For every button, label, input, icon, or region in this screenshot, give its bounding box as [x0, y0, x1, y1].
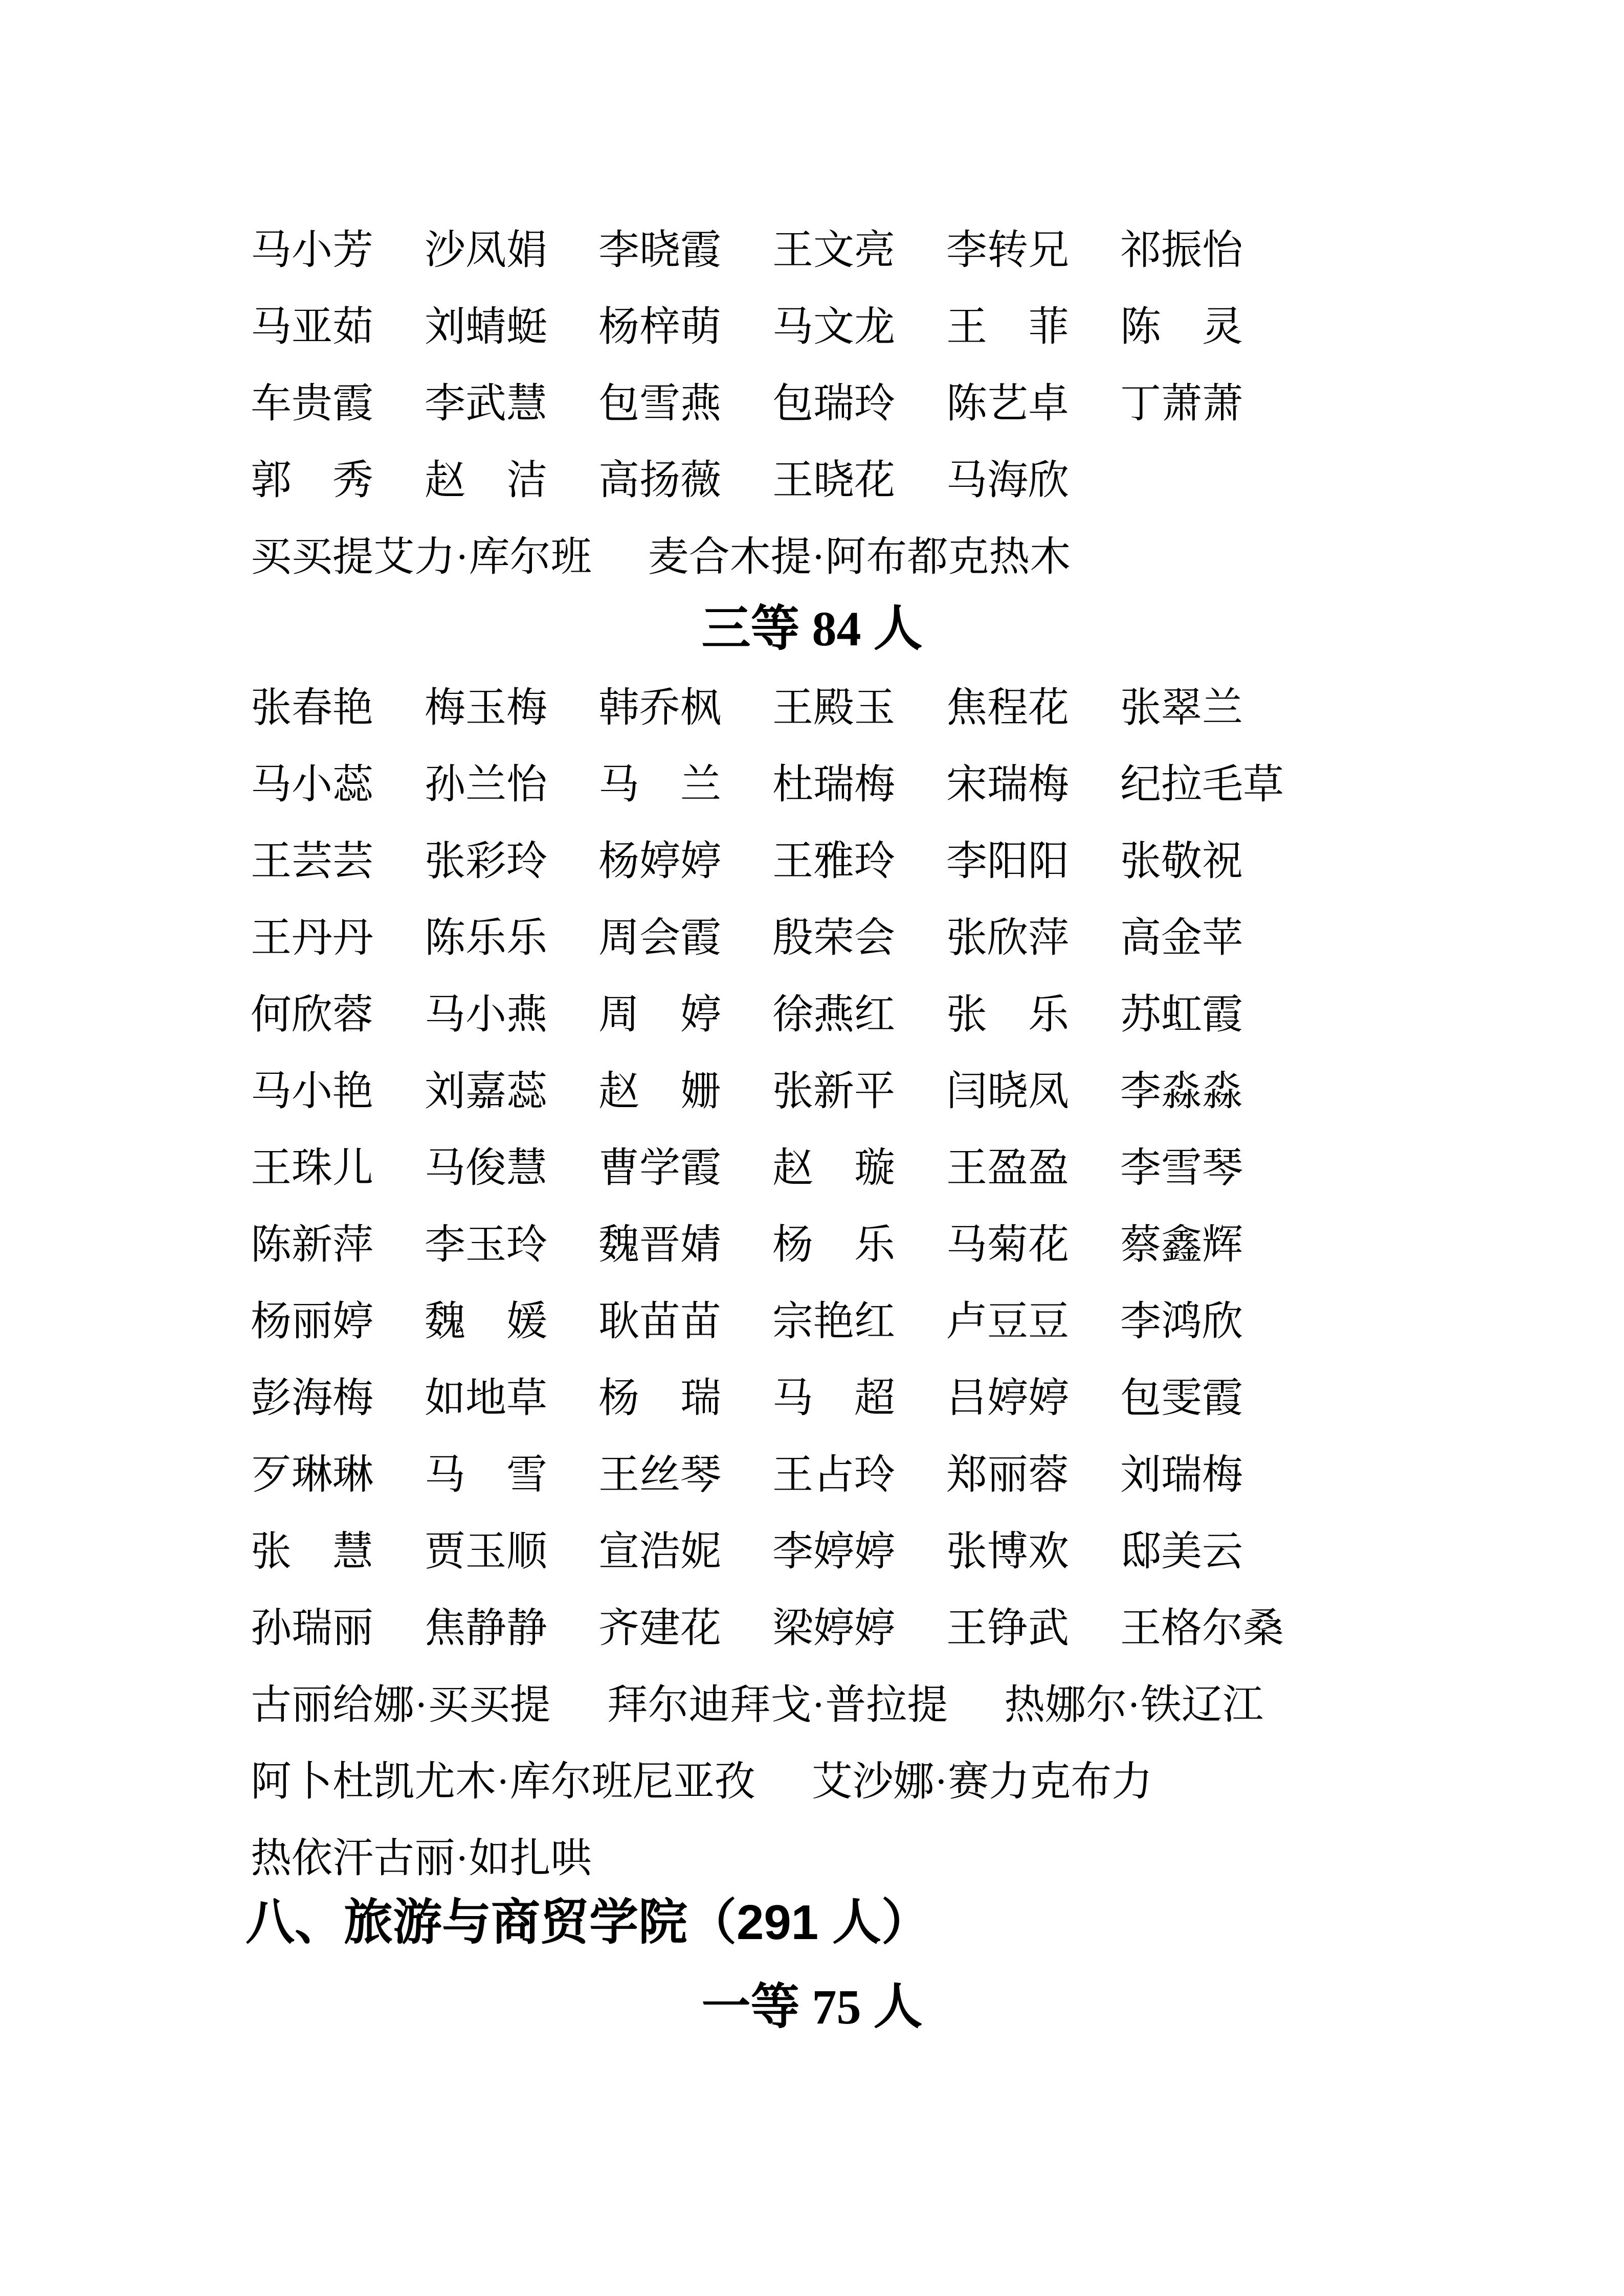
tier3-heading: 三等 84 人 — [701, 601, 923, 656]
name-item: 蔡鑫辉 — [1120, 1223, 1243, 1268]
name-item: 张春艳 — [251, 686, 373, 731]
name-item: 郭 秀 — [251, 458, 373, 503]
name-item: 纪拉毛草 — [1120, 762, 1284, 807]
name-item: 周 婷 — [598, 993, 721, 1038]
name-item: 马 雪 — [425, 1453, 547, 1498]
name-item: 李阳阳 — [946, 839, 1069, 884]
name-item: 艾沙娜·赛力克布力 — [811, 1760, 1153, 1805]
name-item: 买买提艾力·库尔班 — [251, 535, 592, 580]
name-item: 马小芳 — [251, 228, 373, 273]
name-row — [251, 747, 1547, 823]
name-item: 赵 洁 — [425, 458, 547, 503]
name-item: 孙兰怡 — [425, 762, 547, 807]
name-row — [251, 1207, 1547, 1284]
name-item: 王晓花 — [772, 458, 895, 503]
name-row — [251, 1360, 1547, 1437]
name-item: 热娜尔·铁辽江 — [1004, 1683, 1263, 1728]
name-item: 曹学霞 — [598, 1146, 721, 1191]
name-row — [251, 1130, 1547, 1207]
name-item: 耿苗苗 — [598, 1299, 721, 1344]
name-item: 刘蜻蜓 — [425, 305, 547, 350]
name-row — [251, 1744, 1547, 1820]
name-item: 高扬薇 — [598, 458, 721, 503]
name-item: 刘瑞梅 — [1120, 1453, 1243, 1498]
name-item: 焦程花 — [946, 686, 1069, 731]
name-item: 王占玲 — [772, 1453, 895, 1498]
name-item: 邸美云 — [1120, 1529, 1243, 1574]
name-item: 李玉玲 — [425, 1223, 547, 1268]
name-item: 车贵霞 — [251, 381, 373, 426]
name-item: 王雅玲 — [772, 839, 895, 884]
name-item: 马小燕 — [425, 993, 547, 1038]
name-item: 李鸿欣 — [1120, 1299, 1243, 1344]
name-item: 拜尔迪拜戈·普拉提 — [607, 1683, 948, 1728]
name-item: 宣浩妮 — [598, 1529, 721, 1574]
name-item: 王珠儿 — [251, 1146, 373, 1191]
name-item: 王文亮 — [772, 228, 895, 273]
name-item: 刘嘉蕊 — [425, 1069, 547, 1114]
name-item: 王芸芸 — [251, 839, 373, 884]
name-item: 殷荣会 — [772, 916, 895, 961]
name-row — [251, 1284, 1547, 1360]
name-item: 丁萧萧 — [1120, 381, 1243, 426]
name-row — [251, 1667, 1547, 1744]
name-row — [251, 1053, 1547, 1130]
name-item: 张翠兰 — [1120, 686, 1243, 731]
name-item: 王 菲 — [946, 305, 1069, 350]
tier3-name-list — [251, 670, 1547, 1897]
name-item: 梁婷婷 — [772, 1606, 895, 1651]
name-row — [251, 977, 1547, 1053]
name-row — [251, 1437, 1547, 1514]
name-item: 张 慧 — [251, 1529, 373, 1574]
name-row — [251, 442, 1547, 519]
name-item: 祁振怡 — [1120, 228, 1243, 273]
name-item: 苏虹霞 — [1120, 993, 1243, 1038]
name-item: 马小蕊 — [251, 762, 373, 807]
name-item: 郑丽蓉 — [946, 1453, 1069, 1498]
name-item: 王格尔桑 — [1120, 1606, 1284, 1651]
name-item: 王铮武 — [946, 1606, 1069, 1651]
name-item: 宗艳红 — [772, 1299, 895, 1344]
tier2-name-list — [251, 212, 1547, 596]
name-item: 梅玉梅 — [425, 686, 547, 731]
name-item: 杨 乐 — [772, 1223, 895, 1268]
college-section-heading: 八、旅游与商贸学院（291 人） — [246, 1895, 930, 1950]
name-item: 杨婷婷 — [598, 839, 721, 884]
name-row — [251, 1514, 1547, 1590]
name-row — [251, 366, 1547, 442]
name-row — [251, 900, 1547, 977]
name-item: 杨梓萌 — [598, 305, 721, 350]
name-item: 高金苹 — [1120, 916, 1243, 961]
name-item: 李婷婷 — [772, 1529, 895, 1574]
name-item: 王盈盈 — [946, 1146, 1069, 1191]
name-item: 张敬祝 — [1120, 839, 1243, 884]
name-item: 李武慧 — [425, 381, 547, 426]
name-item: 杨 瑞 — [598, 1376, 721, 1421]
name-item: 热依汗古丽·如扎哄 — [251, 1836, 592, 1881]
name-row — [251, 1820, 1547, 1897]
name-item: 赵 姗 — [598, 1069, 721, 1114]
name-item: 魏晋婧 — [598, 1223, 721, 1268]
name-item: 徐燕红 — [772, 993, 895, 1038]
name-item: 马亚茹 — [251, 305, 373, 350]
name-item: 杜瑞梅 — [772, 762, 895, 807]
name-row — [251, 519, 1547, 596]
name-item: 李晓霞 — [598, 228, 721, 273]
name-item: 马 超 — [772, 1376, 895, 1421]
name-item: 杨丽婷 — [251, 1299, 373, 1344]
name-item: 李淼淼 — [1120, 1069, 1243, 1114]
name-item: 吕婷婷 — [946, 1376, 1069, 1421]
name-item: 彭海梅 — [251, 1376, 373, 1421]
name-item: 李雪琴 — [1120, 1146, 1243, 1191]
name-item: 周会霞 — [598, 916, 721, 961]
name-item: 陈乐乐 — [425, 916, 547, 961]
name-item: 阿卜杜凯尤木·库尔班尼亚孜 — [251, 1760, 755, 1805]
name-item: 焦静静 — [425, 1606, 547, 1651]
name-item: 孙瑞丽 — [251, 1606, 373, 1651]
name-item: 韩乔枫 — [598, 686, 721, 731]
name-item: 如地草 — [425, 1376, 547, 1421]
name-item: 麦合木提·阿布都克热木 — [648, 535, 1071, 580]
name-item: 王丝琴 — [598, 1453, 721, 1498]
name-item: 包瑞玲 — [772, 381, 895, 426]
name-item: 马 兰 — [598, 762, 721, 807]
tier1-heading: 一等 75 人 — [701, 1979, 923, 2034]
name-item: 张欣萍 — [946, 916, 1069, 961]
name-item: 王殿玉 — [772, 686, 895, 731]
name-item: 陈艺卓 — [946, 381, 1069, 426]
name-item: 李转兄 — [946, 228, 1069, 273]
name-item: 古丽给娜·买买提 — [251, 1683, 551, 1728]
name-item: 张新平 — [772, 1069, 895, 1114]
name-item: 陈新萍 — [251, 1223, 373, 1268]
name-item: 马文龙 — [772, 305, 895, 350]
name-row — [251, 212, 1547, 289]
name-item: 何欣蓉 — [251, 993, 373, 1038]
name-row — [251, 670, 1547, 747]
name-item: 魏 媛 — [425, 1299, 547, 1344]
name-row — [251, 289, 1547, 366]
name-item: 张 乐 — [946, 993, 1069, 1038]
name-row — [251, 823, 1547, 900]
name-item: 贾玉顺 — [425, 1529, 547, 1574]
name-item: 马海欣 — [946, 458, 1069, 503]
name-item: 陈 灵 — [1120, 305, 1243, 350]
name-item: 歹琳琳 — [251, 1453, 373, 1498]
name-item: 齐建花 — [598, 1606, 721, 1651]
name-item: 赵 璇 — [772, 1146, 895, 1191]
name-item: 马菊花 — [946, 1223, 1069, 1268]
name-item: 张博欢 — [946, 1529, 1069, 1574]
name-item: 马俊慧 — [425, 1146, 547, 1191]
name-item: 张彩玲 — [425, 839, 547, 884]
name-item: 宋瑞梅 — [946, 762, 1069, 807]
name-item: 包雪燕 — [598, 381, 721, 426]
name-row — [251, 1590, 1547, 1667]
name-item: 王丹丹 — [251, 916, 373, 961]
name-item: 闫晓凤 — [946, 1069, 1069, 1114]
name-item: 包雯霞 — [1120, 1376, 1243, 1421]
name-item: 沙凤娟 — [425, 228, 547, 273]
name-item: 卢豆豆 — [946, 1299, 1069, 1344]
name-item: 马小艳 — [251, 1069, 373, 1114]
